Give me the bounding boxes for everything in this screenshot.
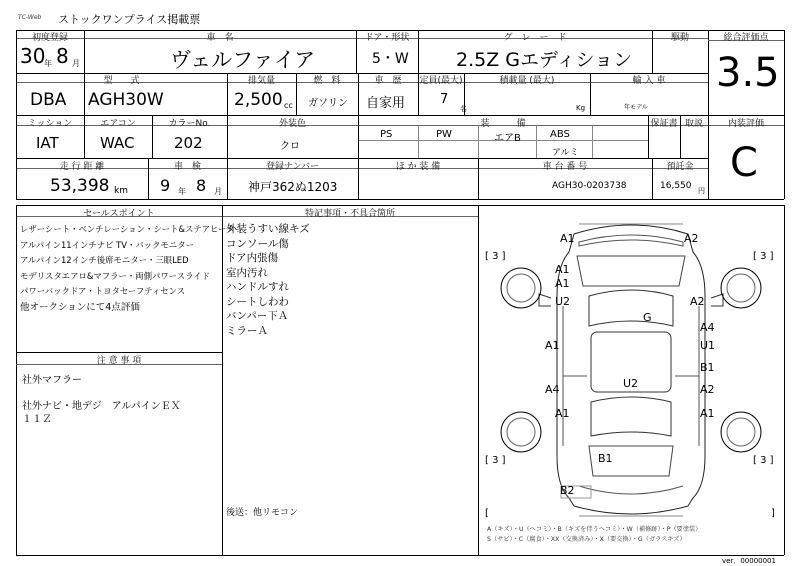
chassis: AGH30-0203738	[552, 181, 627, 191]
overall-score: 3.5	[716, 50, 780, 96]
model-prefix: DBA	[30, 90, 67, 110]
displacement: 2,500	[234, 90, 283, 110]
list-item: パワーバックドア・トヨタセーフティセンス	[20, 286, 186, 297]
list-item: 外装うすい線キズ	[226, 223, 310, 235]
damage-mark: A1	[555, 263, 570, 276]
list-item: アルパイン11インチナビ TV・バックモニター	[20, 239, 194, 250]
label-color-no: カラーNo.	[168, 119, 211, 129]
color-no: 202	[174, 134, 203, 152]
label-drive: 駆動	[670, 33, 689, 43]
capacity: 7	[440, 92, 449, 107]
mileage-unit: km	[114, 186, 128, 196]
label-capacity: 定員(最大)	[419, 76, 463, 86]
label-manual: 取説	[684, 119, 703, 129]
import-unit: 年モデル	[624, 104, 648, 111]
damage-mark: B1	[700, 361, 715, 374]
damage-mark: A1	[555, 407, 570, 420]
list-item: 他オークションにて4点評価	[20, 301, 140, 313]
equip-abs: ABS	[550, 129, 570, 140]
label-inspection: 車 検	[173, 162, 201, 172]
equip-airbag: エアB	[494, 133, 521, 144]
damage-mark: U1	[700, 339, 716, 352]
bracket: [	[485, 508, 489, 519]
reg-month: 8	[56, 44, 69, 68]
list-item: シートしわわ	[226, 295, 289, 308]
label-warranty: 保証書	[650, 119, 678, 129]
plate: 神戸362ぬ1203	[248, 180, 338, 194]
label-model: 型 式	[103, 76, 140, 86]
insp-year-unit: 年	[178, 187, 186, 196]
reg-month-unit: 月	[72, 59, 80, 68]
label-chassis: 車 台 番 号	[542, 162, 588, 172]
label-exterior-color: 外装色	[278, 119, 306, 129]
legend-line-1: A（キズ）・U（ヘコミ）・B（キズを伴うヘコミ）・W（補修跡）・P（要塗装）	[487, 526, 702, 533]
list-item: 社外マフラー	[22, 375, 82, 386]
damage-mark: A2	[700, 383, 715, 396]
label-equipment: 装 備	[480, 119, 526, 129]
damage-mark: U2	[555, 295, 571, 308]
reg-year-unit: 年	[44, 59, 52, 68]
damage-mark: A1	[560, 232, 575, 245]
aircon: WAC	[100, 134, 135, 152]
displacement-unit: cc	[284, 101, 293, 110]
exterior-color: クロ	[280, 141, 300, 152]
damage-mark: G	[643, 311, 652, 324]
label-other-equip: ほ か 装 備	[395, 162, 441, 172]
bracket: ]	[771, 508, 775, 519]
car-history: 自家用	[366, 96, 406, 111]
label-mileage: 走 行 距 離	[59, 162, 105, 172]
label-displacement: 排気量	[247, 76, 275, 86]
damage-mark: A4	[545, 383, 560, 396]
load-unit: Kg	[576, 104, 586, 112]
damage-mark: A1	[700, 407, 715, 420]
grade: 2.5Z Gエディション	[456, 49, 633, 71]
list-item	[22, 387, 220, 400]
bracket: [ 3 ]	[485, 251, 506, 262]
insp-year: 9	[160, 176, 171, 195]
deposit-unit: 円	[698, 187, 705, 195]
list-item: 社外ナビ・地デジ アルパインＥＸ	[22, 401, 181, 412]
damage-mark: B1	[598, 452, 613, 465]
legend-line-2: S（サビ）・C（腐食）・XX（交換済み）・X（要交換）・G（ガラスキズ）	[487, 536, 686, 543]
capacity-unit: 名	[460, 105, 467, 113]
damage-mark: A1	[545, 339, 560, 352]
version: ver．00000001	[722, 557, 776, 565]
notes-header: 注 意 事 項	[96, 356, 142, 366]
mission: IAT	[36, 134, 59, 152]
label-car-history: 車 歴	[374, 76, 402, 86]
insp-month: 8	[196, 176, 207, 195]
sales-points-list	[20, 222, 244, 316]
label-import: 輸 入 車	[632, 76, 666, 86]
list-item: ハンドルすれ	[226, 281, 289, 293]
damage-mark: A2	[684, 232, 699, 245]
insp-month-unit: 月	[214, 187, 222, 196]
list-item: ドア内張傷	[226, 252, 279, 264]
damage-mark: B2	[560, 484, 575, 497]
label-interior-score: 内装評価	[727, 119, 764, 129]
bracket: [ 3 ]	[485, 455, 506, 466]
label-grade: グ レ ー ド	[503, 33, 567, 43]
label-mission: ミッション	[27, 119, 73, 129]
equip-aluminum: アルミ	[552, 148, 579, 158]
logo: TC-Web	[18, 14, 42, 21]
deposit: 16,550	[660, 181, 692, 191]
notes-list	[22, 374, 220, 426]
door-shape: 5・W	[372, 51, 409, 67]
list-item: コンソール傷	[226, 237, 289, 250]
equip-ps: PS	[380, 129, 393, 140]
damage-mark: A2	[690, 295, 705, 308]
damage-mark: U2	[623, 377, 639, 390]
label-overall: 総合評価点	[723, 33, 769, 43]
list-item: モデリスタエアロ&マフラー・両側パワースライド	[20, 270, 210, 281]
list-item: 室内汚れ	[226, 266, 268, 279]
mileage: 53,398	[50, 176, 110, 196]
list-item: アルパイン12インチ後席モニター・三眼LED	[20, 255, 189, 266]
car-name: ヴェルファイア	[170, 48, 316, 72]
reg-year: 30	[20, 44, 46, 68]
sales-points-header: セールスポイント	[83, 209, 155, 219]
model: AGH30W	[88, 90, 164, 110]
list-item: １１Ｚ	[22, 414, 52, 425]
damage-mark: A4	[700, 321, 715, 334]
list-item: レザーシート・ベンチレーション・シート&ステアヒーター	[20, 224, 244, 234]
label-aircon: エアコン	[100, 119, 136, 129]
label-door-shape: ドア・形状	[364, 33, 410, 43]
fuel: ガソリン	[308, 98, 348, 109]
label-car-name: 車 名	[206, 33, 234, 43]
label-plate: 登録ナンバー	[266, 162, 319, 172]
label-first-reg: 初度登録	[31, 33, 68, 43]
damage-diagram	[479, 206, 783, 555]
special-notes-list	[226, 222, 476, 338]
list-item: バンパー下Ａ	[226, 310, 289, 322]
label-load: 積載量 (最大)	[499, 76, 555, 86]
special-notes-header: 特記事項・不具合箇所	[304, 209, 395, 219]
bracket: [ 3 ]	[753, 251, 774, 262]
damage-mark: A1	[555, 277, 570, 290]
delivery-note: 後送：他リモコン	[226, 508, 299, 518]
equip-pw: PW	[436, 129, 452, 140]
label-fuel: 燃 料	[313, 76, 341, 86]
bracket: [ 3 ]	[753, 455, 774, 466]
interior-score: C	[730, 140, 758, 186]
label-deposit: 預託金	[666, 162, 694, 172]
page-title: ストックワンプライス掲載票	[58, 13, 201, 26]
list-item: ミラーＡ	[226, 324, 268, 337]
